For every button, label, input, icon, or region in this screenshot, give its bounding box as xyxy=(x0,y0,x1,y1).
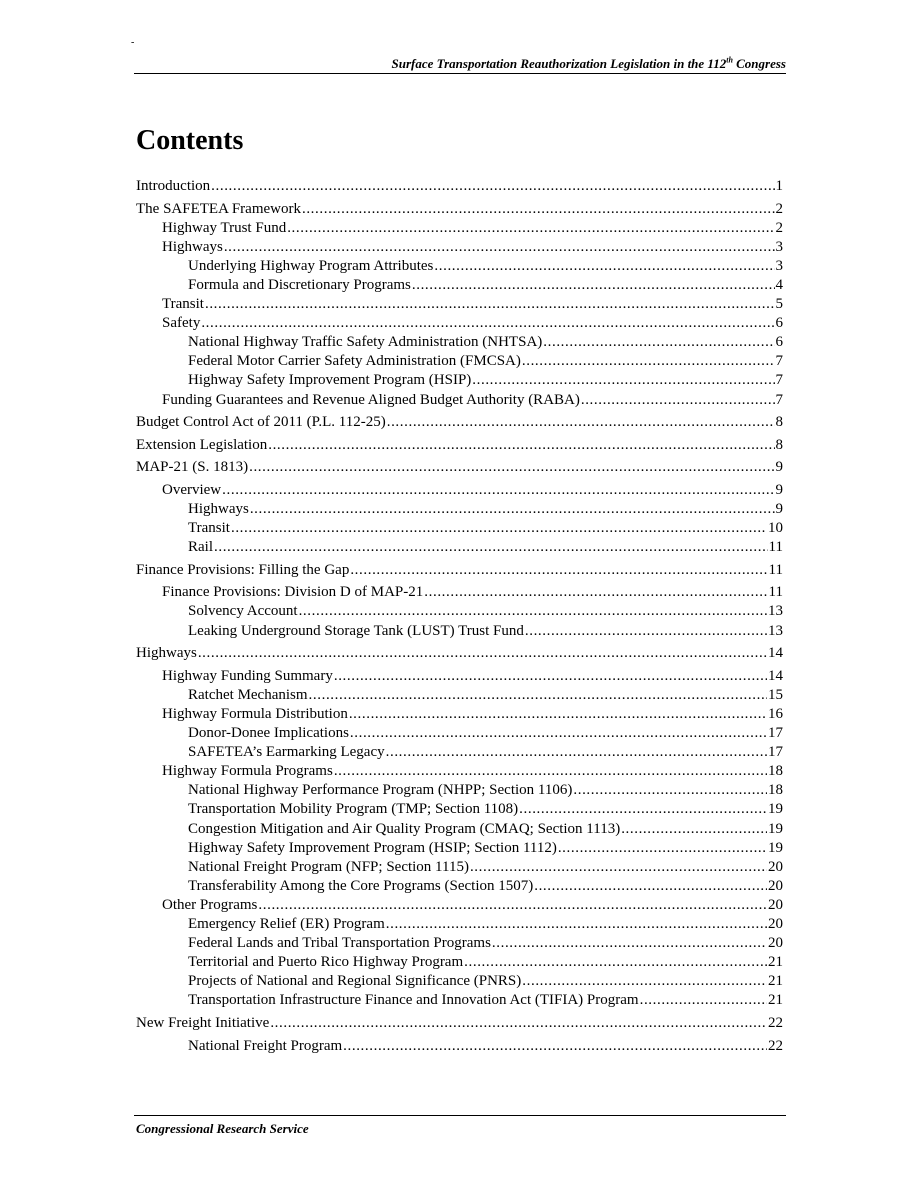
toc-dot-leader xyxy=(268,436,774,455)
toc-dot-leader xyxy=(522,352,775,371)
toc-dot-leader xyxy=(231,519,767,538)
toc-entry[interactable] xyxy=(136,238,783,257)
toc-dot-leader xyxy=(472,371,774,390)
toc-dot-leader xyxy=(543,333,774,352)
toc-entry-page: 8 xyxy=(775,436,783,453)
toc-dot-leader xyxy=(534,877,767,896)
toc-dot-leader xyxy=(349,705,767,724)
toc-entry-page: 16 xyxy=(768,705,783,722)
toc-entry[interactable] xyxy=(136,622,783,641)
toc-entry-page: 19 xyxy=(768,839,783,856)
toc-entry[interactable] xyxy=(136,352,783,371)
toc-dot-leader xyxy=(412,276,775,295)
toc-entry-label: Introduction xyxy=(136,178,211,194)
toc-entry-page: 20 xyxy=(768,915,783,932)
page-mark: - xyxy=(131,37,135,48)
toc-entry-label: Funding Guarantees and Revenue Aligned Budget Authority (RABA) xyxy=(162,391,580,408)
toc-entry-page: 20 xyxy=(768,877,783,894)
toc-entry[interactable] xyxy=(136,458,783,477)
toc-entry-label: Transit xyxy=(162,296,204,313)
toc-entry-page: 20 xyxy=(768,858,783,875)
running-footer: Congressional Research Service xyxy=(136,1121,309,1136)
toc-entry-label: Formula and Discretionary Programs xyxy=(188,276,411,293)
toc-entry[interactable] xyxy=(136,972,783,991)
toc-entry-label: Highways xyxy=(188,501,249,517)
toc-entry-label: Highways xyxy=(162,238,223,255)
toc-entry-page: 18 xyxy=(768,763,783,780)
toc-entry-label: Budget Control Act of 2011 (P.L. 112-25) xyxy=(136,414,386,431)
toc-entry-page: 13 xyxy=(768,622,783,639)
toc-entry-page: 20 xyxy=(768,896,783,913)
running-header-title: Surface Transportation Reauthorization Legislation in the 112 xyxy=(391,56,727,71)
toc-entry-label: Congestion Mitigation and Air Quality Program (CMAQ; Section 1113) xyxy=(188,820,621,837)
toc-entry-label: National Freight Program (NFP; Section 1115) xyxy=(188,858,469,875)
running-header-tail: Congress xyxy=(732,56,786,71)
toc-entry[interactable] xyxy=(136,644,783,663)
toc-entry-page: 17 xyxy=(768,744,783,761)
toc-entry-label: Solvency Account xyxy=(188,603,298,620)
toc-entry[interactable] xyxy=(136,391,783,410)
toc-dot-leader xyxy=(573,781,767,800)
toc-dot-leader xyxy=(299,602,767,621)
toc-entry-page: 7 xyxy=(775,391,783,408)
toc-entry[interactable] xyxy=(136,724,783,743)
toc-entry-label: Underlying Highway Program Attributes xyxy=(188,257,434,274)
toc-entry-label: Highway Safety Improvement Program (HSIP) xyxy=(188,372,472,389)
toc-dot-leader xyxy=(258,896,767,915)
toc-entry[interactable] xyxy=(136,877,783,896)
toc-entry-page: 13 xyxy=(768,603,783,620)
toc-dot-leader xyxy=(621,820,767,839)
toc-dot-leader xyxy=(205,295,775,314)
toc-entry-label: Highways xyxy=(136,645,197,662)
toc-entry[interactable] xyxy=(136,686,783,705)
toc-dot-leader xyxy=(350,561,767,580)
toc-entry[interactable] xyxy=(136,858,783,877)
toc-entry[interactable] xyxy=(136,1037,783,1056)
toc-entry[interactable] xyxy=(136,934,783,953)
toc-dot-leader xyxy=(201,314,774,333)
toc-entry[interactable] xyxy=(136,257,783,276)
toc-entry-label: Highway Formula Programs xyxy=(162,763,333,780)
footer-rule xyxy=(134,1115,786,1116)
toc-entry[interactable] xyxy=(136,953,783,972)
toc-entry-label: Territorial and Puerto Rico Highway Program xyxy=(188,954,464,971)
toc-entry-page: 22 xyxy=(768,1014,783,1031)
toc-entry-label: SAFETEA’s Earmarking Legacy xyxy=(188,744,385,761)
toc-dot-leader xyxy=(525,622,767,641)
toc-dot-leader xyxy=(387,413,775,432)
toc-entry-page: 7 xyxy=(775,372,783,389)
toc-entry-page: 14 xyxy=(768,667,783,684)
toc-entry-page: 21 xyxy=(768,954,783,971)
toc-entry-label: MAP-21 (S. 1813) xyxy=(136,459,249,476)
toc-entry[interactable] xyxy=(136,762,783,781)
toc-entry[interactable] xyxy=(136,781,783,800)
toc-entry[interactable] xyxy=(136,481,783,500)
toc-entry-label: Rail xyxy=(188,539,213,556)
toc-entry-label: Extension Legislation xyxy=(136,436,268,453)
toc-entry-page: 3 xyxy=(775,238,783,255)
toc-entry-page: 22 xyxy=(768,1037,783,1054)
toc-dot-leader xyxy=(249,458,774,477)
toc-entry[interactable] xyxy=(136,839,783,858)
toc-entry[interactable] xyxy=(136,200,783,219)
toc-dot-leader xyxy=(558,839,767,858)
toc-dot-leader xyxy=(334,762,767,781)
toc-entry-label: National Highway Traffic Safety Administration (NHTSA) xyxy=(188,334,543,351)
toc-entry-label: Emergency Relief (ER) Program xyxy=(188,915,385,932)
toc-dot-leader xyxy=(302,200,775,219)
toc-entry-page: 19 xyxy=(768,801,783,818)
toc-entry-page: 9 xyxy=(775,501,783,517)
toc-dot-leader xyxy=(214,538,768,557)
toc-entry-page: 6 xyxy=(775,334,783,351)
toc-entry[interactable] xyxy=(136,519,783,538)
running-header-superscript: th xyxy=(726,55,733,65)
toc-entry-page: 11 xyxy=(768,539,783,556)
toc-entry-label: Donor-Donee Implications xyxy=(188,725,349,742)
header-rule xyxy=(134,73,786,74)
toc-entry-label: New Freight Initiative xyxy=(136,1014,270,1031)
toc-entry-label: The SAFETEA Framework xyxy=(136,200,301,217)
toc-entry-page: 9 xyxy=(775,459,783,476)
toc-entry-label: Transportation Infrastructure Finance and Innovation Act (TIFIA) Program xyxy=(188,992,639,1009)
toc-entry[interactable] xyxy=(136,413,783,432)
toc-entry[interactable] xyxy=(136,177,783,196)
toc-dot-leader xyxy=(224,238,775,257)
toc-dot-leader xyxy=(386,743,767,762)
toc-entry-label: Safety xyxy=(162,315,201,332)
toc-dot-leader xyxy=(424,583,767,602)
toc-entry-page: 11 xyxy=(768,561,783,578)
toc-dot-leader xyxy=(334,667,767,686)
toc-entry-page: 8 xyxy=(775,414,783,431)
toc-dot-leader xyxy=(519,800,767,819)
toc-dot-leader xyxy=(287,219,774,238)
toc-entry-page: 7 xyxy=(775,353,783,370)
toc-entry-page: 14 xyxy=(768,645,783,662)
toc-entry-page: 10 xyxy=(768,520,783,537)
toc-dot-leader xyxy=(211,177,774,196)
toc-entry-label: Highway Safety Improvement Program (HSIP; Section 1112) xyxy=(188,839,557,856)
toc-entry[interactable] xyxy=(136,276,783,295)
toc-entry-label: Ratchet Mechanism xyxy=(188,686,308,703)
toc-dot-leader xyxy=(470,858,767,877)
toc-dot-leader xyxy=(640,991,767,1010)
toc-entry-page: 4 xyxy=(775,276,783,293)
toc-dot-leader xyxy=(270,1014,767,1033)
toc-dot-leader xyxy=(522,972,767,991)
toc-entry[interactable] xyxy=(136,915,783,934)
toc-dot-leader xyxy=(309,686,767,705)
page-title: Contents xyxy=(136,125,244,156)
toc-entry[interactable] xyxy=(136,602,783,621)
toc-entry[interactable] xyxy=(136,743,783,762)
toc-entry-page: 2 xyxy=(775,200,783,217)
toc-dot-leader xyxy=(581,391,775,410)
toc-entry-page: 1 xyxy=(775,178,783,194)
toc-entry[interactable] xyxy=(136,583,783,602)
toc-entry-label: Federal Lands and Tribal Transportation Programs xyxy=(188,935,491,952)
toc-entry[interactable] xyxy=(136,295,783,314)
toc-entry-label: Finance Provisions: Filling the Gap xyxy=(136,561,350,578)
toc-entry-label: Highway Trust Fund xyxy=(162,219,287,236)
toc-entry-page: 2 xyxy=(775,219,783,236)
toc-entry[interactable] xyxy=(136,561,783,580)
toc-dot-leader xyxy=(343,1037,767,1056)
toc-entry-label: Transit xyxy=(188,520,230,537)
toc-entry-label: Highway Funding Summary xyxy=(162,667,333,684)
toc-entry-label: Leaking Underground Storage Tank (LUST) Trust Fund xyxy=(188,622,524,639)
toc-dot-leader xyxy=(222,481,774,500)
toc-entry-label: Other Programs xyxy=(162,896,258,913)
toc-dot-leader xyxy=(434,257,774,276)
toc-entry[interactable] xyxy=(136,436,783,455)
toc-entry[interactable] xyxy=(136,705,783,724)
toc-entry-page: 18 xyxy=(768,782,783,799)
toc-dot-leader xyxy=(492,934,767,953)
toc-entry-label: Transferability Among the Core Programs (Section 1507) xyxy=(188,877,534,894)
toc-entry-page: 21 xyxy=(768,992,783,1009)
toc-entry-label: Finance Provisions: Division D of MAP-21 xyxy=(162,584,424,601)
toc-dot-leader xyxy=(464,953,767,972)
running-header xyxy=(136,56,786,72)
toc-entry-page: 21 xyxy=(768,973,783,990)
toc-entry-label: Projects of National and Regional Significance (PNRS) xyxy=(188,973,522,990)
toc-entry-page: 3 xyxy=(775,257,783,274)
toc-entry[interactable] xyxy=(136,219,783,238)
toc-entry-page: 5 xyxy=(775,296,783,313)
toc-entry-page: 19 xyxy=(768,820,783,837)
toc-entry-label: National Highway Performance Program (NHPP; Section 1106) xyxy=(188,782,573,799)
toc-dot-leader xyxy=(350,724,767,743)
toc-dot-leader xyxy=(198,644,767,663)
toc-entry-label: Highway Formula Distribution xyxy=(162,705,348,722)
table-of-contents xyxy=(136,177,783,1056)
toc-entry[interactable] xyxy=(136,667,783,686)
toc-entry-label: Transportation Mobility Program (TMP; Section 1108) xyxy=(188,801,519,818)
toc-dot-leader xyxy=(250,500,775,519)
toc-entry[interactable] xyxy=(136,1014,783,1033)
toc-entry-page: 6 xyxy=(775,315,783,332)
toc-entry[interactable] xyxy=(136,800,783,819)
toc-entry-page: 17 xyxy=(768,725,783,742)
toc-dot-leader xyxy=(386,915,767,934)
toc-entry[interactable] xyxy=(136,896,783,915)
toc-entry-page: 15 xyxy=(768,686,783,703)
toc-entry-label: Overview xyxy=(162,481,222,498)
toc-entry-page: 20 xyxy=(768,935,783,952)
toc-entry[interactable] xyxy=(136,820,783,839)
toc-entry[interactable] xyxy=(136,991,783,1010)
toc-entry[interactable] xyxy=(136,371,783,390)
toc-entry-page: 11 xyxy=(768,584,783,601)
toc-entry-page: 9 xyxy=(775,481,783,498)
toc-entry[interactable] xyxy=(136,500,783,519)
toc-entry[interactable] xyxy=(136,333,783,352)
toc-entry[interactable] xyxy=(136,314,783,333)
toc-entry-label: National Freight Program xyxy=(188,1037,343,1054)
toc-entry[interactable] xyxy=(136,538,783,557)
toc-entry-label: Federal Motor Carrier Safety Administration (FMCSA) xyxy=(188,353,521,370)
